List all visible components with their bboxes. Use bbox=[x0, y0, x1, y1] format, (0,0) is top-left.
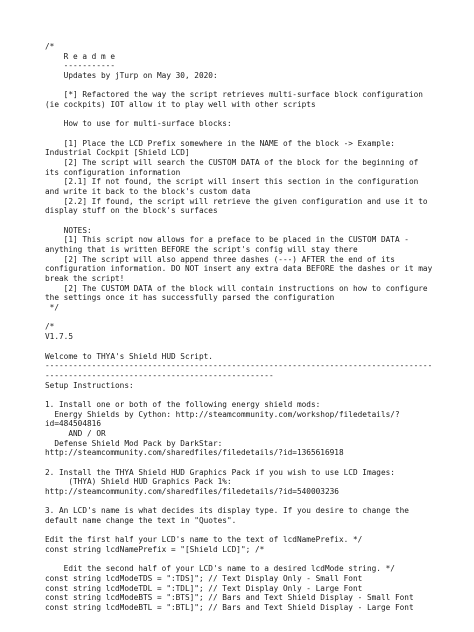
text-line: */ bbox=[45, 303, 59, 313]
text-line: const string lcdModeBTL = ":BTL]"; // Bars and Text Shield Display - Large Font bbox=[45, 602, 414, 612]
text-line bbox=[45, 342, 445, 352]
text-line bbox=[45, 313, 445, 323]
text-line: [*] Refactored the way the script retrieves multi-surface block configuration bbox=[45, 90, 423, 100]
text-line: [1] Place the LCD Prefix somewhere in the NAME of the block -> Example: bbox=[45, 138, 395, 148]
text-line: 3. An LCD's name is what decides its display type. If you desire to change the bbox=[45, 506, 409, 516]
text-line bbox=[45, 390, 445, 400]
text-line: [2.2] If found, the script will retrieve the given configuration and use it to bbox=[45, 196, 428, 206]
text-line: Updates by jTurp on May 30, 2020: bbox=[45, 71, 218, 81]
text-line: id=484504816 bbox=[45, 419, 101, 429]
text-line: Energy Shields by Cython: http://steamcommunity.com/workshop/filedetails/? bbox=[45, 409, 400, 419]
text-line: [2] The script will search the CUSTOM DATA of the block for the beginning of bbox=[45, 158, 419, 168]
text-line: Setup Instructions: bbox=[45, 380, 134, 390]
text-line: configuration information. DO NOT insert any extra data BEFORE the dashes or it may bbox=[45, 264, 433, 274]
text-line bbox=[45, 110, 445, 120]
text-line: Industrial Cockpit [Shield LCD] bbox=[45, 148, 190, 158]
text-line: ------------------------------------------------- bbox=[45, 370, 274, 380]
text-line: anything that is written BEFORE the script's config will stay there bbox=[45, 245, 358, 255]
text-line: [1] This script now allows for a preface to be placed in the CUSTOM DATA - bbox=[45, 235, 409, 245]
text-line: and write it back to the block's custom data bbox=[45, 187, 251, 197]
text-line: const string lcdModeBTS = ":BTS]"; // Bars and Text Shield Display - Small Font bbox=[45, 593, 414, 603]
text-line: display stuff on the block's surfaces bbox=[45, 206, 218, 216]
text-line: 1. Install one or both of the following energy shield mods: bbox=[45, 399, 321, 409]
text-line: /* bbox=[45, 322, 55, 332]
text-line: [2] The script will also append three dashes (---) AFTER the end of its bbox=[45, 254, 395, 264]
text-line: Welcome to THYA's Shield HUD Script. bbox=[45, 351, 213, 361]
text-line: its configuration information bbox=[45, 167, 181, 177]
text-line: ----------------------------------------------------------------------------------- bbox=[45, 361, 433, 371]
text-line: (THYA) Shield HUD Graphics Pack 1%: bbox=[45, 477, 232, 487]
text-line: NOTES: bbox=[45, 225, 92, 235]
text-line: V1.7.5 bbox=[45, 332, 73, 342]
text-line: const string lcdNamePrefix = "[Shield LCD]"; /* bbox=[45, 544, 265, 554]
text-line: default name change the text in "Quotes". bbox=[45, 515, 237, 525]
text-line bbox=[45, 129, 445, 139]
text-line: ----------- bbox=[45, 61, 115, 71]
text-line: [2] The CUSTOM DATA of the block will contain instructions on how to configure bbox=[45, 283, 428, 293]
text-line: R e a d m e bbox=[45, 51, 115, 61]
text-line bbox=[45, 497, 445, 507]
text-line: http://steamcommunity.com/sharedfiles/filedetails/?id=1365616918 bbox=[45, 448, 344, 458]
text-line: Defense Shield Mod Pack by DarkStar: bbox=[45, 438, 223, 448]
readme-text-block bbox=[45, 42, 445, 613]
text-line: the settings once it has successfully parsed the configuration bbox=[45, 293, 335, 303]
text-line: const string lcdModeTDS = ":TDS]"; // Text Display Only - Small Font bbox=[45, 573, 363, 583]
text-line: (ie cockpits) IOT allow it to play well with other scripts bbox=[45, 100, 316, 110]
text-line: Edit the first half your LCD's name to the text of lcdNamePrefix. */ bbox=[45, 535, 363, 545]
text-line: const string lcdModeTDL = ":TDL]"; // Text Display Only - Large Font bbox=[45, 583, 363, 593]
text-line bbox=[45, 458, 445, 468]
text-line bbox=[45, 81, 445, 91]
text-line: Edit the second half of your LCD's name to a desired lcdMode string. */ bbox=[45, 564, 395, 574]
text-line: http://steamcommunity.com/sharedfiles/filedetails/?id=540003236 bbox=[45, 486, 339, 496]
text-line: How to use for multi-surface blocks: bbox=[45, 119, 232, 129]
text-line: AND / OR bbox=[45, 428, 106, 438]
text-line: break the script! bbox=[45, 274, 125, 284]
text-line: 2. Install the THYA Shield HUD Graphics Pack if you wish to use LCD Images: bbox=[45, 467, 395, 477]
text-line bbox=[45, 555, 445, 565]
text-line bbox=[45, 216, 445, 226]
text-line: /* bbox=[45, 42, 55, 51]
text-line: [2.1] If not found, the script will insert this section in the configuration bbox=[45, 177, 419, 187]
text-line bbox=[45, 526, 445, 536]
